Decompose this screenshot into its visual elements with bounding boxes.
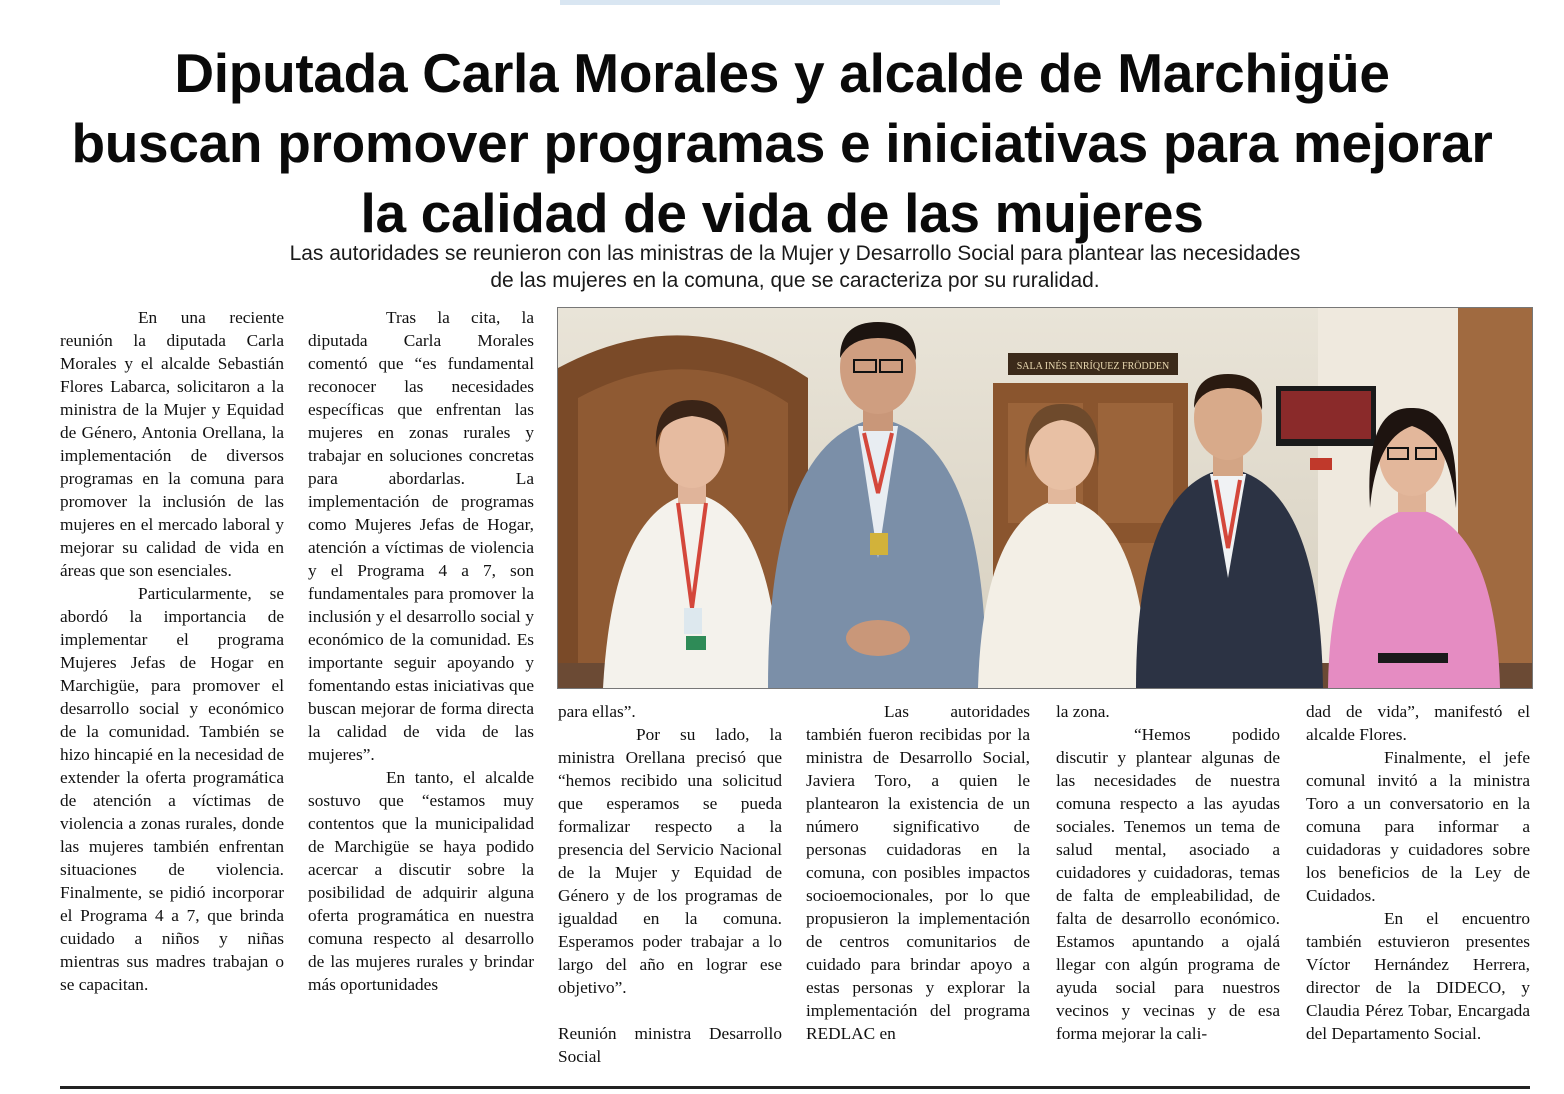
text-column-3 [558,700,782,1068]
paragraph-intro: En una reciente reunión la diputada Carla Morales y el alcalde Sebastián Flores Labarca, solicitaron a la ministra de la Mujer y Equidad de Género, Antonia Orellana, la implementación de diversos programas en la comuna para promover la inclusión de las mujeres en el mercado laboral y mejorar su calidad de vida en áreas que son esenciales. [60,308,284,580]
bottom-rule [60,1086,1530,1089]
headline-line-1: Diputada Carla Morales y alcalde de Marchigüe [174,42,1390,104]
meeting-photo [557,307,1533,689]
text-column-1 [60,306,284,996]
text-column-4 [806,700,1030,1045]
paragraph-desarrollo-social-end: la zona. [1056,702,1110,721]
paragraph-alcalde-second-quote-end: dad de vida”, manifestó el alcalde Flores. [1306,702,1530,744]
paragraph-encuentro: En el encuentro también estuvieron presentes Víctor Hernández Herrera, director de la DIDECO, y Claudia Pérez Tobar, Encargada del Departamento Social. [1306,909,1530,1043]
headline [30,38,1534,248]
paragraph-alcalde-quote: En tanto, el alcalde sostuvo que “estamos muy contentos que la municipalidad de Marchigüe se haya podido acercar a discutir sobre la posibilidad de adquirir alguna oferta programática en nuestra comuna respecto al desarrollo de las mujeres rurales y brindar más oportunidades [308,768,534,994]
paragraph-ministra-orellana: Por su lado, la ministra Orellana precisó que “hemos recibido una solicitud que esperamos se pueda formalizar respecto a la presencia del Servicio Nacional de la Mujer y Equidad de Género y de los programas de igualdad en la comuna. Esperamos poder trabajar a lo largo del año en lograr ese objetivo”. [558,725,782,997]
top-color-band [560,0,1000,5]
subheadline [200,240,1390,294]
text-column-5 [1056,700,1280,1045]
paragraph-alcalde-second-quote: “Hemos podido discutir y plantear algunas de las necesidades de nuestra comuna respecto a las ayudas sociales. Tenemos un tema de salud mental, asociado a cuidadores y cuidadoras, temas de falta de empleabilidad, de falta de desarrollo económico. Estamos apuntando a ojalá llegar con algún programa de ayuda social para nuestros vecinos y vecinas y de esa forma mejorar la cali- [1056,725,1280,1043]
paragraph-desarrollo-social: Las autoridades también fueron recibidas por la ministra de Desarrollo Social, Javiera Toro, a quien le plantearon la existencia de un número significativo de personas cuidadoras en la comuna, con posibles impactos socioemocionales, por lo que propusieron la implementación de centros comunitarios de cuidado para brindar apoyo a estas personas y explorar la implementación del programa REDLAC en [806,702,1030,1043]
text-column-6 [1306,700,1530,1045]
paragraph-conversatorio: Finalmente, el jefe comunal invitó a la ministra Toro a un conversatorio en la comuna para informar a cuidadoras y cuidadores sobre los beneficios de la Ley de Cuidados. [1306,748,1530,905]
paragraph-alcalde-quote-end: para ellas”. [558,702,636,721]
text-column-2 [308,306,534,996]
headline-line-3: la calidad de vida de las mujeres [360,182,1204,244]
subheadline-line-1: Las autoridades se reunieron con las ministras de la Mujer y Desarrollo Social para plantear las necesidades [289,242,1301,265]
section-subheading: Reunión ministra Desarrollo Social [558,1024,782,1066]
paragraph-particularmente: Particularmente, se abordó la importancia de implementar el programa Mujeres Jefas de Hogar en Marchigüe, para promover el desarrollo social y económico de la comunidad. También se hizo hincapié en la necesidad de extender la oferta programática de atención a víctimas de violencia a zonas rurales, donde las mujeres también enfrentan situaciones de violencia. Finalmente, se pidió incorporar el Programa 4 a 7, que brinda cuidado a niños y niñas mientras sus madres trabajan o se capacitan. [60,584,284,994]
paragraph-diputada-quote: Tras la cita, la diputada Carla Morales comentó que “es fundamental reconocer las necesidades específicas que enfrentan las mujeres en zonas rurales y trabajar en soluciones concretas para abordarlas. La implementación de programas como Mujeres Jefas de Hogar, atención a víctimas de violencia y el Programa 4 a 7, son fundamentales para promover la inclusión y el desarrollo social y económico de la comunidad. Es importante seguir apoyando y fomentando estas iniciativas que buscan mejorar de forma directa la calidad de vida de las mujeres”. [308,308,534,764]
subheadline-line-2: de las mujeres en la comuna, que se caracteriza por su ruralidad. [490,269,1100,292]
headline-line-2: buscan promover programas e iniciativas para mejorar [71,112,1493,174]
room-sign: SALA INÉS ENRÍQUEZ FRÖDDEN [1016,361,1170,372]
